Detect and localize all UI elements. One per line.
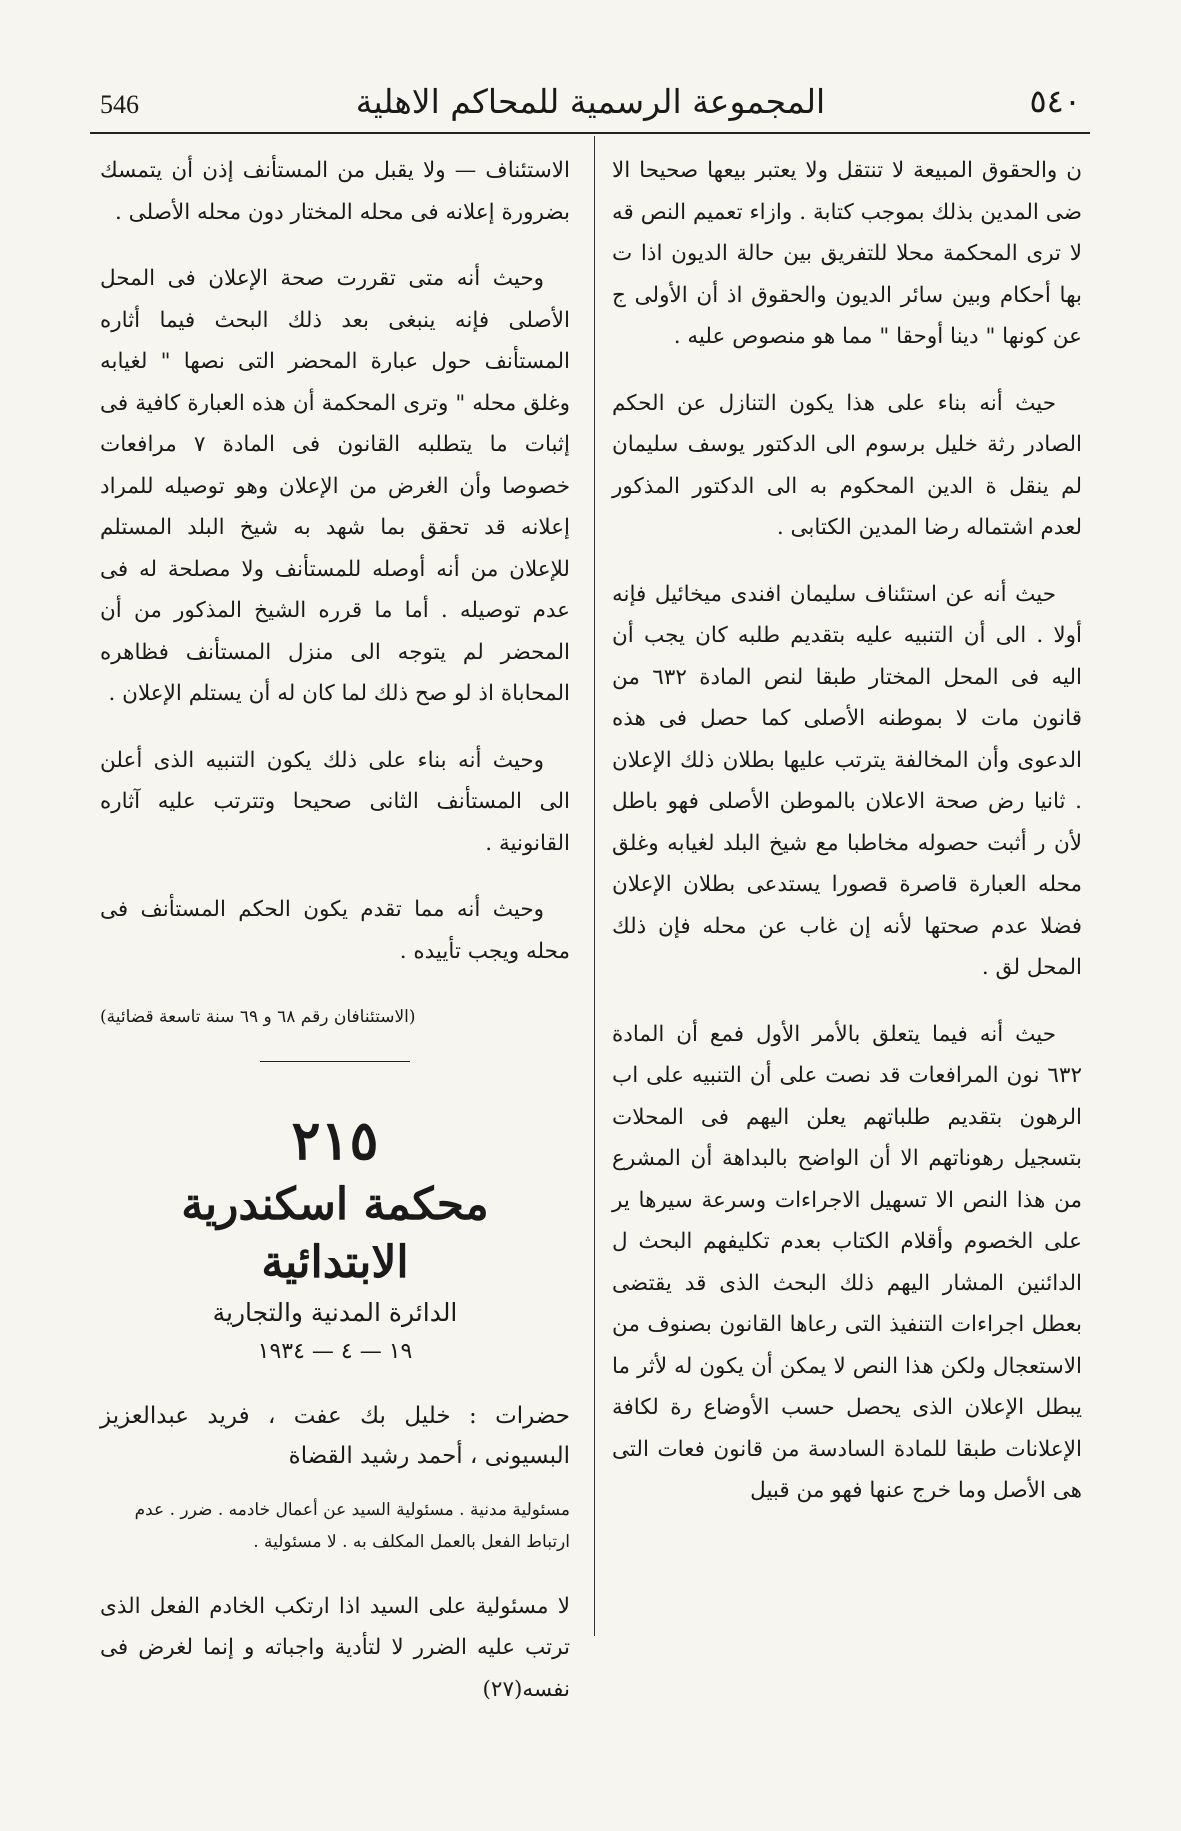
court-name: محكمة اسكندرية الابتدائية xyxy=(181,1178,489,1288)
left-column xyxy=(100,150,570,1735)
judges-list: حضرات : خليل بك عفت ، فريد عبدالعزيز البسيونى ، أحمد رشيد القضاة xyxy=(100,1402,570,1469)
legal-principle: لا مسئولية على السيد اذا ارتكب الخادم الفعل الذى ترتب عليه الضرر لا لتأدية واجباته و إنما لغرض فى نفسه(٢٧) xyxy=(100,1593,570,1702)
paragraph: الاستئناف — ولا يقبل من المستأنف إذن أن يتمسك بضرورة إعلانه فى محله المختار دون محله الأصلى . xyxy=(100,158,570,225)
paragraph: حيث أنه فيما يتعلق بالأمر الأول فمع أن المادة ٦٣٢ نون المرافعات قد نصت على أن التنبيه على اب الرهون بتقديم طلباتهم يعلن اليهم فى المحلات بتسجيل رهوناتهم الا أن الواضح بالبداهة أن المشرع من هذا النص الا تسهيل الاجراءات وسرعة سيرها ير على الخصوم وأقلام الكتاب بعدم تكليفهم البحث ل الدائنين المشار اليهم ذلك البحث الذى قد يقتضى بعطل اجراءات التنفيذ التى رعاها القانون بصنوف من الاستعجال ولكن هذا النص لا يمكن أن يكون له لأثر ما يبطل الإعلان الذى يحصل حسب الأوضاع رة لكافة الإعلانات طبقا للمادة السادسة من قانون فعات التى هى الأصل وما خرج عنها فهو من قبيل xyxy=(612,1021,1082,1503)
chamber-name: الدائرة المدنية والتجارية xyxy=(212,1297,458,1327)
page-number-right: ٥٤٠ xyxy=(1029,82,1081,120)
paragraph: حيث أنه عن استئناف سليمان افندى ميخائيل فإنه أولا . الى أن التنبيه عليه بتقديم طلبه كان يجب أن اليه فى المحل المختار طبقا لنص المادة ٦٣٢ من قانون مات لا بموطنه الأصلى كما حصل فى هذه الدعوى وأن المخالفة يترتب عليها بطلان ذلك الإعلان . ثانيا رض صحة الاعلان بالموطن الأصلى فهو باطل لأن ر أثبت حصوله مخاطبا مع شيخ البلد لغيابه وغلق محله العبارة قاصرة قصورا يستدعى بطلان الإعلان فضلا عدم صحتها لأنه إن غاب عن محله فإن ذلك المحل لق . xyxy=(612,581,1082,980)
case-date: ١٩ — ٤ — ١٩٣٤ xyxy=(257,1338,413,1364)
case-reference: (الاستئنافان رقم ٦٨ و ٦٩ سنة تاسعة قضائية) xyxy=(100,1007,416,1027)
paragraph: حيث أنه بناء على هذا يكون التنازل عن الحكم الصادر رثة خليل برسوم الى الدكتور يوسف سليمان لم ينقل ة الدين المحكوم به الى الدكتور المذكور لعدم اشتماله رضا المدين الكتابى . xyxy=(612,390,1082,540)
page-number-left: 546 xyxy=(100,90,139,119)
page-header xyxy=(100,78,1081,128)
case-keywords: مسئولية مدنية . مسئولية السيد عن أعمال خادمه . ضرر . عدم ارتباط الفعل بالعمل المكلف به . لا مسئولية . xyxy=(134,1499,570,1552)
case-number: ٢١٥ xyxy=(291,1107,379,1172)
paragraph: وحيث أنه مما تقدم يكون الحكم المستأنف فى محله ويجب تأييده . xyxy=(100,897,570,964)
right-column xyxy=(612,150,1082,1537)
column-divider xyxy=(594,136,595,1636)
section-separator xyxy=(260,1061,410,1062)
running-title: المجموعة الرسمية للمحاكم الاهلية xyxy=(355,82,826,121)
paragraph: وحيث أنه متى تقررت صحة الإعلان فى المحل الأصلى فإنه ينبغى بعد ذلك البحث فيما أثاره المستأنف حول عبارة المحضر التى نصها " لغيابه وغلق محله " وترى المحكمة أن هذه العبارة كافية فى إثبات ما يتطلبه القانون فى المادة ٧ مرافعات خصوصا وأن الغرض من الإعلان وهو توصيله للمراد إعلانه قد تحقق بما شهد به شيخ البلد المستلم للإعلان من أنه أوصله للمستأنف ولا مصلحة له فى عدم توصيله . أما ما قرره الشيخ المذكور من أن المحضر لم يتوجه الى منزل المستأنف فظاهره المحاباة اذ لو صح ذلك لما كان له أن يستلم الإعلان . xyxy=(100,266,570,706)
header-rule xyxy=(90,132,1090,134)
paragraph: وحيث أنه بناء على ذلك يكون التنبيه الذى أعلن الى المستأنف الثانى صحيحا وتترتب عليه آثاره القانونية . xyxy=(100,747,570,856)
paragraph: ن والحقوق المبيعة لا تنتقل ولا يعتبر بيعها صحيحا الا ضى المدين بذلك بموجب كتابة . وازاء تعميم النص قه لا ترى المحكمة محلا للتفريق بين حالة الديون اذا ت بها أحكام وبين سائر الديون والحقوق اذ أن الأولى ج عن كونها " دينا أوحقا " مما هو منصوص عليه . xyxy=(612,158,1082,349)
